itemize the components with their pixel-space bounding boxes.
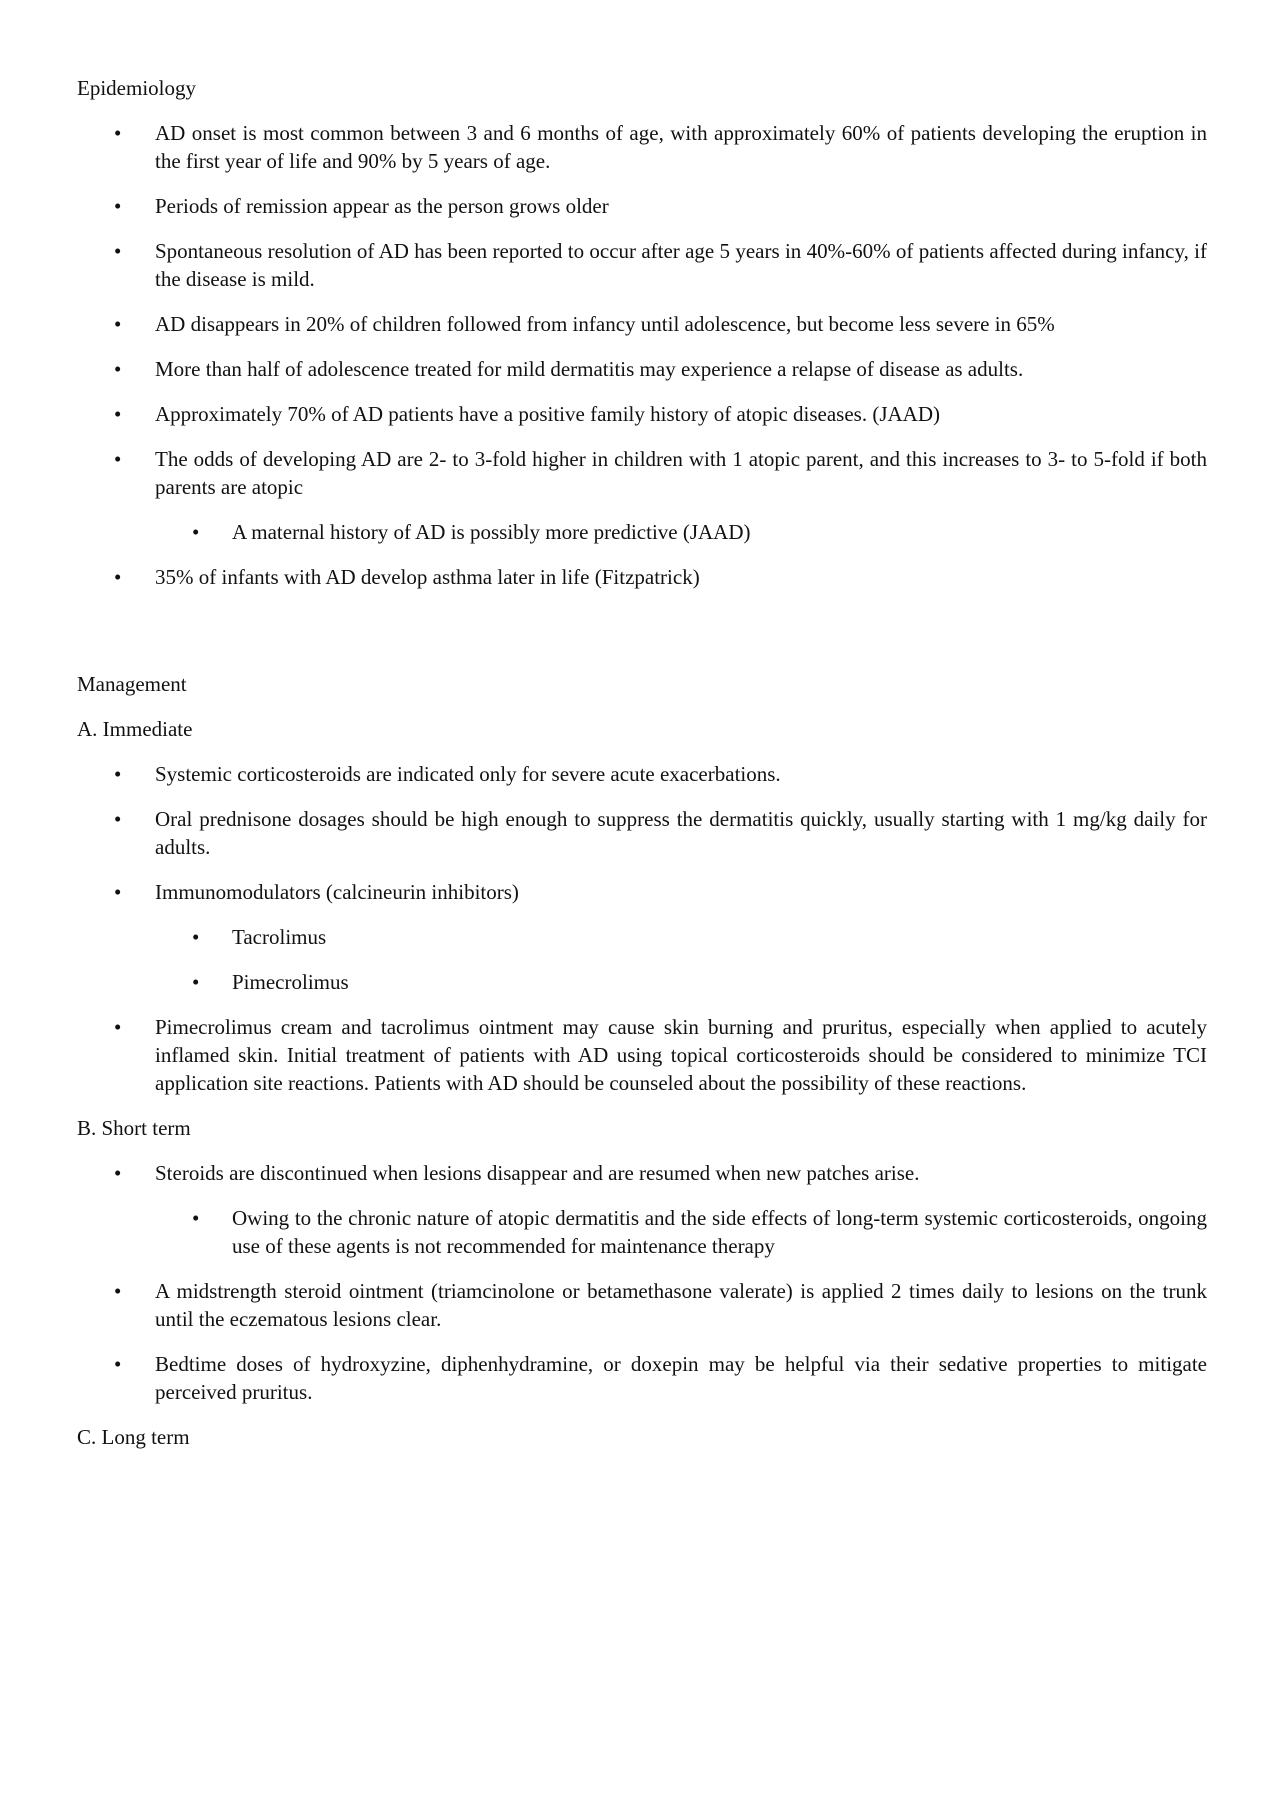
- epidemiology-list: [77, 119, 1207, 591]
- bullet-icon: •: [114, 447, 122, 471]
- list-item: • The odds of developing AD are 2- to 3-fold higher in children with 1 atopic parent, and this increases to 3- to 5-fold if both parents are atopic: [114, 447, 1207, 499]
- list-item: • Immunomodulators (calcineurin inhibitors): [114, 880, 519, 904]
- list-item: • Steroids are discontinued when lesions disappear and are resumed when new patches arise.: [114, 1161, 920, 1185]
- bullet-icon: •: [114, 194, 122, 218]
- bullet-icon: •: [192, 1206, 200, 1230]
- bullet-icon: •: [192, 925, 200, 949]
- list-item: • More than half of adolescence treated for mild dermatitis may experience a relapse of disease as adults.: [114, 357, 1024, 381]
- bullet-icon: •: [114, 807, 122, 831]
- document-page: [77, 74, 1207, 1451]
- bullet-icon: •: [114, 402, 122, 426]
- list-item: • Oral prednisone dosages should be high enough to suppress the dermatitis quickly, usually starting with 1 mg/kg daily for adults.: [114, 807, 1207, 859]
- bullet-icon: •: [114, 565, 122, 589]
- subsection-heading-immediate: A. Immediate: [77, 717, 193, 741]
- bullet-icon: •: [114, 762, 122, 786]
- bullet-icon: •: [114, 1352, 122, 1376]
- sub-list-item: • Pimecrolimus: [192, 970, 349, 994]
- list-item: • Pimecrolimus cream and tacrolimus ointment may cause skin burning and pruritus, especially when applied to acutely inflamed skin. Initial treatment of patients with AD using topical corticosteroids should be considered to minimize TCI application site reactions. Patients with AD should be counseled about the possibility of these reactions.: [114, 1015, 1207, 1095]
- list-item: • 35% of infants with AD develop asthma later in life (Fitzpatrick): [114, 565, 700, 589]
- subsection-heading-short-term: B. Short term: [77, 1116, 191, 1140]
- sub-list-item: • Owing to the chronic nature of atopic dermatitis and the side effects of long-term systemic corticosteroids, ongoing use of these agents is not recommended for maintenance therapy: [192, 1206, 1207, 1258]
- list-item: • AD onset is most common between 3 and 6 months of age, with approximately 60% of patients developing the eruption in the first year of life and 90% by 5 years of age.: [114, 121, 1207, 173]
- short-term-list: [77, 1159, 1207, 1406]
- bullet-icon: •: [114, 121, 122, 145]
- bullet-icon: •: [114, 880, 122, 904]
- bullet-icon: •: [114, 312, 122, 336]
- bullet-icon: •: [192, 520, 200, 544]
- bullet-icon: •: [114, 239, 122, 263]
- bullet-icon: •: [114, 357, 122, 381]
- bullet-icon: •: [192, 970, 200, 994]
- sub-list-item: • Tacrolimus: [192, 925, 327, 949]
- bullet-icon: •: [114, 1015, 122, 1039]
- immediate-list: [77, 760, 1207, 1097]
- bullet-icon: •: [114, 1279, 122, 1303]
- sub-list-item: • A maternal history of AD is possibly more predictive (JAAD): [192, 520, 751, 544]
- subsection-heading-long-term: C. Long term: [77, 1425, 190, 1449]
- list-item: • AD disappears in 20% of children followed from infancy until adolescence, but become less severe in 65%: [114, 312, 1055, 336]
- section-heading-management: Management: [77, 672, 187, 696]
- list-item: • Periods of remission appear as the person grows older: [114, 194, 609, 218]
- list-item: • Spontaneous resolution of AD has been reported to occur after age 5 years in 40%-60% of patients affected during infancy, if the disease is mild.: [114, 239, 1207, 291]
- section-heading-epidemiology: Epidemiology: [77, 76, 196, 100]
- list-item: • Bedtime doses of hydroxyzine, diphenhydramine, or doxepin may be helpful via their sedative properties to mitigate perceived pruritus.: [114, 1352, 1207, 1404]
- bullet-icon: •: [114, 1161, 122, 1185]
- list-item: • Systemic corticosteroids are indicated only for severe acute exacerbations.: [114, 762, 781, 786]
- list-item: • Approximately 70% of AD patients have a positive family history of atopic diseases. (JAAD): [114, 402, 940, 426]
- list-item: • A midstrength steroid ointment (triamcinolone or betamethasone valerate) is applied 2 times daily to lesions on the trunk until the eczematous lesions clear.: [114, 1279, 1207, 1331]
